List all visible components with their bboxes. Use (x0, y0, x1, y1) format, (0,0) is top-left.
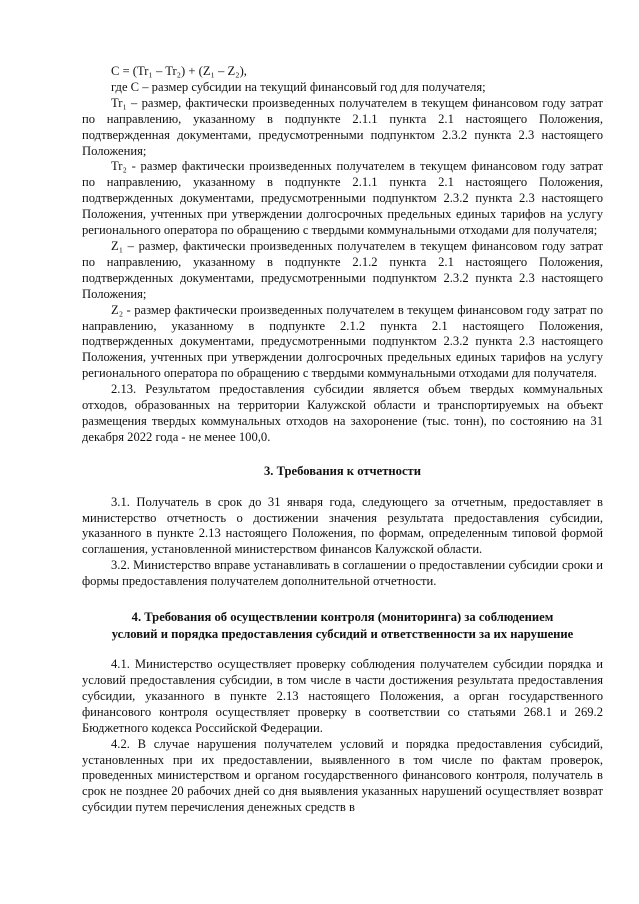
clause-3-2: 3.2. Министерство вправе устанавливать в соглашении о предоставлении субсидии сроки и формы предоставления получателем дополнительной отчетности. (82, 558, 603, 589)
clause-3-1: 3.1. Получатель в срок до 31 января года, следующего за отчетным, предоставляет в министерство отчетность о достижении значения результата предоставления субсидии, указанного в пункте 2.13 настоящего Положения, по формам, определенным типовой формой соглашения, установленной министерством финансов Калужской области. (82, 494, 603, 557)
definition-tr2: Tr₂ - размер фактически произведенных получателем в текущем финансовом году затрат по направлению, указанному в подпункте 2.1.1 пункта 2.1 настоящего Положения, подтвержденных документами, предусмотренными подпунктом 2.3.2 пункта 2.3 настоящего Положения, учтенных при утверждении долгосрочных предельных единых тарифов на услугу регионального оператора по обращению с твердыми коммунальными отходами для получателя; (82, 159, 603, 238)
section-4-heading (82, 609, 603, 643)
clause-4-2: 4.2. В случае нарушения получателем условий и порядка предоставления субсидий, установленных при их предоставлении, выявленного в том числе по фактам проверок, проведенных министерством и органом государственного финансового контроля, получатель в срок не позднее 20 рабочих дней со дня выявления указанных нарушений осуществляет возврат субсидии путем перечисления денежных средств в (82, 736, 603, 815)
formula-line: С = (Tr₁ – Tr₂) + (Z₁ – Z₂), (111, 64, 247, 78)
formula-where: где С – размер субсидии на текущий финансовый год для получателя; (111, 79, 486, 94)
section-4-heading-line2: условий и порядка предоставления субсидий и ответственности за их нарушение (111, 627, 574, 642)
definition-tr1: Tr₁ – размер, фактически произведенных получателем в текущем финансовом году затрат по направлению, указанному в подпункте 2.1.1 пункта 2.1 настоящего Положения, подтвержденная документами, предусмотренными подпунктом 2.3.2 пункта 2.3 настоящего Положения; (82, 95, 603, 158)
section-3-heading: 3. Требования к отчетности (264, 463, 421, 478)
section-4-heading-line1: 4. Требования об осуществлении контроля (мониторинга) за соблюдением (131, 610, 554, 625)
definition-z1: Z₁ – размер, фактически произведенных получателем в текущем финансовом году затрат по направлению, указанному в подпункте 2.1.2 пункта 2.1 настоящего Положения, подтвержденных документами, предусмотренными подпунктом 2.3.2 пункта 2.3 настоящего Положения; (82, 238, 603, 301)
definition-z2: Z₂ - размер фактически произведенных получателем в текущем финансовом году затрат по направлению, указанному в подпункте 2.1.2 пункта 2.1 настоящего Положения, подтвержденных документами, предусмотренными подпунктом 2.3.2 пункта 2.3 настоящего Положения, учтенных при утверждении долгосрочных предельных единых тарифов на услугу регионального оператора по обращению с твердыми коммунальными отходами для получателя. (82, 302, 603, 381)
clause-4-1: 4.1. Министерство осуществляет проверку соблюдения получателем субсидии порядка и условий предоставления субсидии, в том числе в части достижения результата предоставления субсидии, указанного в пункте 2.13 настоящего Положения, а орган государственного финансового контроля осуществляет проверку в соответствии со статьями 268.1 и 269.2 Бюджетного кодекса Российской Федерации. (82, 657, 603, 735)
clause-2-13: 2.13. Результатом предоставления субсидии является объем твердых коммунальных отходов, образованных на территории Калужской области и транспортируемых на объект размещения твердых коммунальных отходов на захоронение (тыс. тонн), по состоянию на 31 декабря 2022 года - не менее 100,0. (82, 382, 603, 444)
